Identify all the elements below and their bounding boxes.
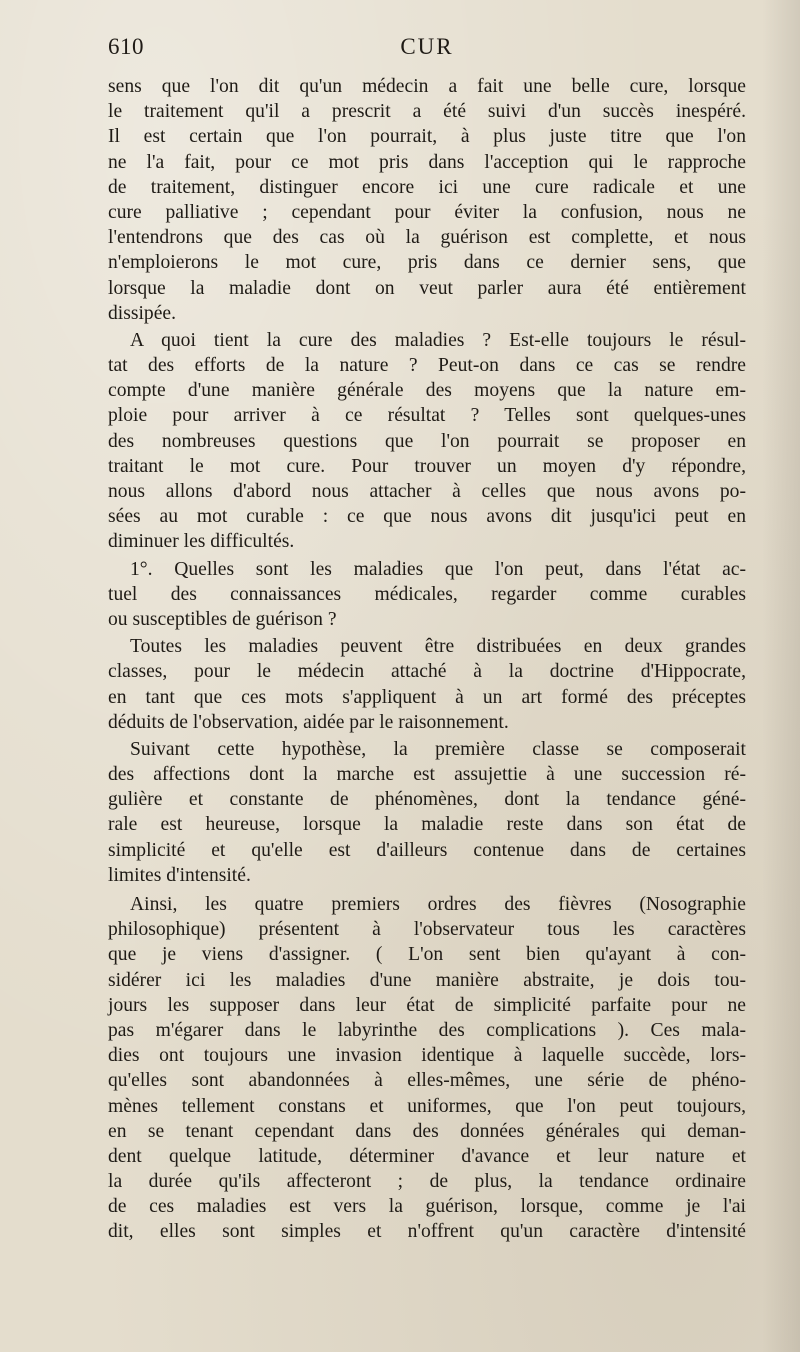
- text-line: que je viens d'assigner. ( L'on sent bien qu'ayant à con-: [108, 944, 746, 966]
- text-line: n'emploierons le mot cure, pris dans ce dernier sens, que: [108, 252, 746, 274]
- text-line: A quoi tient la cure des maladies ? Est-elle toujours le résul-: [130, 329, 746, 351]
- text-line: dent quelque latitude, déterminer d'avance et leur nature et: [108, 1145, 746, 1167]
- body-text: [108, 74, 746, 1245]
- text-line: déduits de l'observation, aidée par le raisonnement.: [108, 711, 509, 733]
- text-line: mènes tellement constans et uniformes, que l'on peut toujours,: [108, 1095, 746, 1117]
- text-line: le traitement qu'il a prescrit a été suivi d'un succès inespéré.: [108, 101, 746, 123]
- text-line: lorsque la maladie dont on veut parler aura été entièrement: [108, 277, 746, 299]
- paragraph: [108, 74, 746, 326]
- paragraph: [108, 892, 746, 1245]
- text-line: ploie pour arriver à ce résultat ? Telles sont quelques-unes: [108, 405, 746, 427]
- text-line: dissipée.: [108, 302, 177, 324]
- text-line: tuel des connaissances médicales, regarder comme curables: [108, 583, 746, 605]
- text-line: cure palliative ; cependant pour éviter la confusion, nous ne: [108, 201, 746, 223]
- text-line: sidérer ici les maladies d'une manière abstraite, je dois tou-: [108, 969, 746, 991]
- text-line: rale est heureuse, lorsque la maladie reste dans son état de: [108, 814, 746, 836]
- text-line: qu'elles sont abandonnées à elles-mêmes, une série de phéno-: [108, 1070, 746, 1092]
- text-line: l'entendrons que des cas où la guérison est complette, et nous: [108, 227, 746, 249]
- text-line: pas m'égarer dans le labyrinthe des complications ). Ces mala-: [108, 1019, 746, 1041]
- running-head: CUR: [400, 34, 454, 59]
- text-line: Il est certain que l'on pourrait, à plus juste titre que l'on: [108, 126, 746, 148]
- text-line: dies ont toujours une invasion identique à laquelle succède, lors-: [108, 1045, 746, 1067]
- text-line: compte d'une manière générale des moyens que la nature em-: [108, 380, 746, 402]
- page-edge-shadow: [762, 0, 800, 1352]
- text-line: nous allons d'abord nous attacher à celles que nous avons po-: [108, 481, 746, 502]
- text-line: diminuer les difficultés.: [108, 531, 295, 553]
- text-line: limites d'intensité.: [108, 864, 251, 886]
- text-line: des affections dont la marche est assujettie à une succession ré-: [108, 764, 746, 786]
- text-line: Suivant cette hypothèse, la première classe se composerait: [130, 738, 746, 760]
- text-line: gulière et constante de phénomènes, dont la tendance géné-: [108, 789, 746, 811]
- text-line: des nombreuses questions que l'on pourrait se proposer en: [108, 430, 746, 452]
- text-line: sées au mot curable : ce que nous avons dit jusqu'ici peut en: [108, 506, 746, 528]
- paragraph: [108, 634, 746, 735]
- text-line: sens que l'on dit qu'un médecin a fait une belle cure, lorsque: [108, 76, 746, 97]
- text-line: la durée qu'ils affecteront ; de plus, la tendance ordinaire: [108, 1171, 746, 1193]
- text-line: jours les supposer dans leur état de simplicité parfaite pour ne: [108, 994, 746, 1016]
- text-line: de ces maladies est vers la guérison, lorsque, comme je l'ai: [108, 1196, 746, 1218]
- text-line: ne l'a fait, pour ce mot pris dans l'acception qui le rapproche: [108, 151, 746, 173]
- text-line: traitant le mot cure. Pour trouver un moyen d'y répondre,: [108, 455, 746, 477]
- text-line: dit, elles sont simples et n'offrent qu'un caractère d'intensité: [108, 1221, 746, 1243]
- text-line: Ainsi, les quatre premiers ordres des fièvres (Nosographie: [130, 894, 746, 915]
- paragraph: [108, 328, 746, 555]
- text-line: classes, pour le médecin attaché à la doctrine d'Hippocrate,: [108, 661, 746, 683]
- page-header: [108, 34, 746, 64]
- text-line: ou susceptibles de guérison ?: [108, 608, 337, 630]
- text-line: tat des efforts de la nature ? Peut-on dans ce cas se rendre: [108, 355, 746, 377]
- text-line: en tant que ces mots s'appliquent à un art formé des préceptes: [108, 686, 746, 708]
- paragraph: [108, 557, 746, 633]
- text-line: Toutes les maladies peuvent être distribuées en deux grandes: [130, 636, 746, 658]
- text-line: simplicité et qu'elle est d'ailleurs contenue dans de certaines: [108, 839, 746, 861]
- text-line: philosophique) présentent à l'observateur tous les caractères: [108, 919, 746, 941]
- page-number: 610: [108, 34, 144, 59]
- text-line: 1°. Quelles sont les maladies que l'on peut, dans l'état ac-: [130, 558, 746, 580]
- text-line: en se tenant cependant dans des données générales qui deman-: [108, 1120, 746, 1142]
- text-line: de traitement, distinguer encore ici une cure radicale et une: [108, 176, 746, 198]
- paragraph: [108, 737, 746, 888]
